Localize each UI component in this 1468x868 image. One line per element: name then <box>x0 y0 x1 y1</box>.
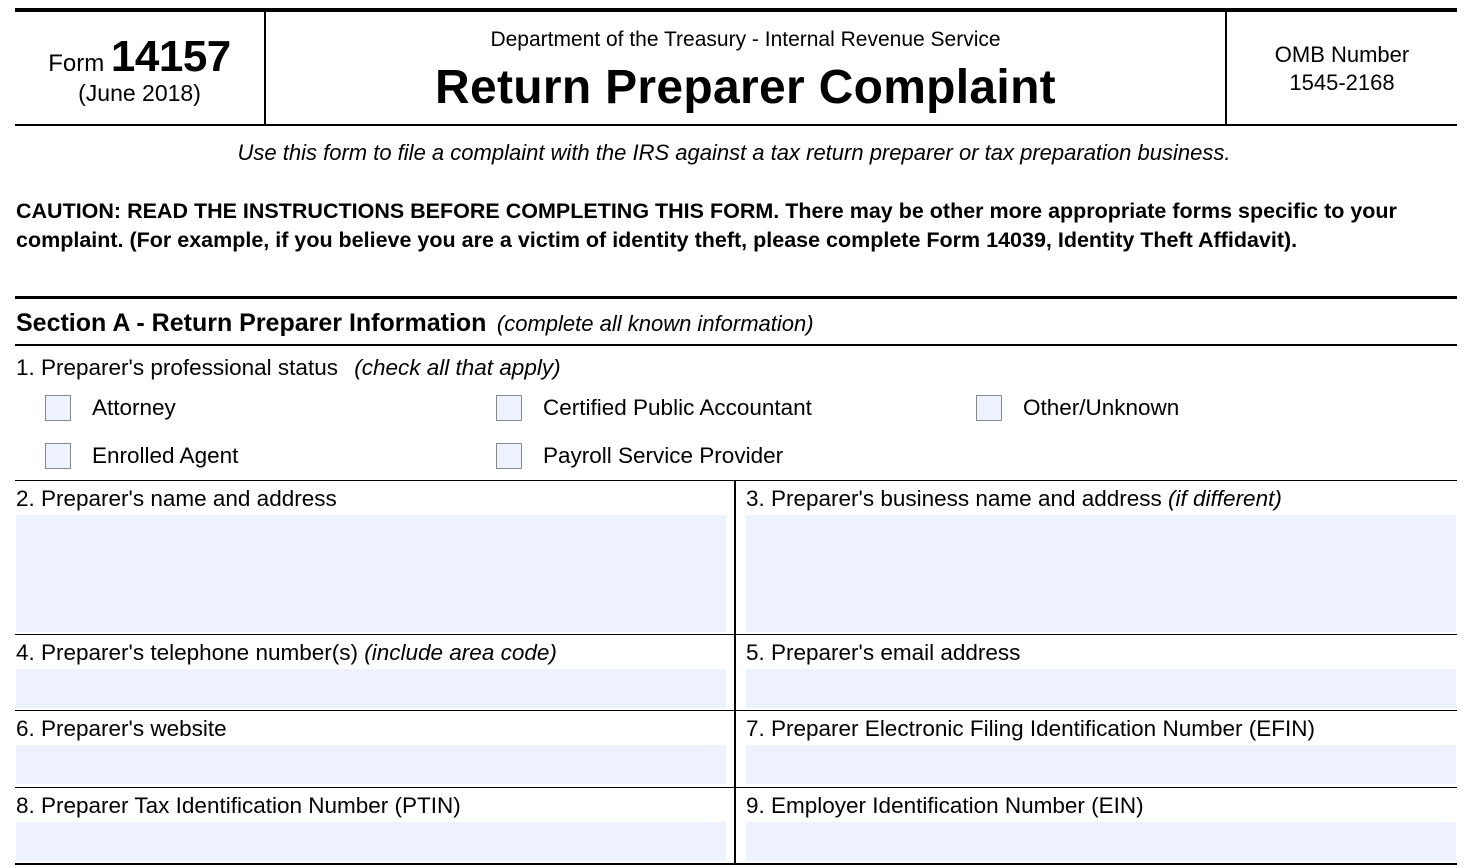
form-number: 14157 <box>110 32 231 81</box>
section-top-rule <box>15 296 1457 299</box>
field-2-label <box>16 486 337 512</box>
option-enrolled-agent[interactable] <box>45 443 238 469</box>
form-number-line <box>15 32 264 82</box>
field-7-label <box>746 716 1315 742</box>
field-3-label <box>746 486 1282 512</box>
checkbox-label: Payroll Service Provider <box>543 443 784 468</box>
intro-text: Use this form to file a complaint with the IRS against a tax return preparer or tax preparation business. <box>237 140 1231 165</box>
form-title: Return Preparer Complaint <box>435 61 1056 114</box>
checkbox-cpa[interactable] <box>496 395 522 421</box>
form-header <box>15 8 1457 126</box>
option-attorney[interactable] <box>45 395 176 421</box>
grid-divider <box>734 481 736 864</box>
field-6-text: 6. Preparer's website <box>16 716 227 741</box>
field-6-label <box>16 716 227 742</box>
department-name: Department of the Treasury - Internal Revenue Service <box>490 28 1001 51</box>
form-word: Form <box>48 50 105 77</box>
field-9-label <box>746 793 1144 819</box>
form-date: (June 2018) <box>78 80 201 106</box>
omb-number: 1545-2168 <box>1289 70 1395 95</box>
field-8-label <box>16 793 461 819</box>
q1-note: (check all that apply) <box>354 355 561 380</box>
email-input[interactable] <box>746 669 1456 708</box>
section-a-header <box>16 309 814 338</box>
business-name-address-input[interactable] <box>746 515 1456 632</box>
grid-rule-4 <box>15 787 1457 788</box>
field-8-text: 8. Preparer Tax Identification Number (PTIN) <box>16 793 461 818</box>
field-9-text: 9. Employer Identification Number (EIN) <box>746 793 1144 818</box>
website-input[interactable] <box>16 745 726 784</box>
section-bottom-rule <box>15 344 1457 346</box>
checkbox-label: Enrolled Agent <box>92 443 239 468</box>
q1-label-line <box>16 355 561 381</box>
section-a-note: (complete all known information) <box>496 311 814 336</box>
form-title-box <box>266 12 1225 124</box>
field-4-label <box>16 640 557 666</box>
efin-input[interactable] <box>746 745 1456 784</box>
checkbox-label: Other/Unknown <box>1023 395 1180 420</box>
checkbox-attorney[interactable] <box>45 395 71 421</box>
omb-box <box>1225 12 1457 124</box>
checkbox-enrolled-agent[interactable] <box>45 443 71 469</box>
grid-rule-2 <box>15 634 1457 635</box>
field-4-text: 4. Preparer's telephone number(s) <box>16 640 358 665</box>
field-3-text: 3. Preparer's business name and address <box>746 486 1162 511</box>
option-other-unknown[interactable] <box>976 395 1179 421</box>
preparer-name-address-input[interactable] <box>16 515 726 632</box>
grid-rule-bottom <box>15 863 1457 865</box>
field-3-note: (if different) <box>1168 486 1282 511</box>
section-a-title: Section A - Return Preparer Information <box>16 309 487 337</box>
caution-text: CAUTION: READ THE INSTRUCTIONS BEFORE COMPLETING THIS FORM. There may be other more appropriate forms specific to your complaint. (For example, if you believe you are a victim of identity theft, please complete Form 14039, Identity Theft Affidavit). <box>16 199 1397 252</box>
checkbox-label: Certified Public Accountant <box>543 395 812 420</box>
field-4-note: (include area code) <box>364 640 557 665</box>
telephone-input[interactable] <box>16 669 726 708</box>
field-2-text: 2. Preparer's name and address <box>16 486 337 511</box>
option-payroll-service[interactable] <box>496 443 783 469</box>
q1-label: 1. Preparer's professional status <box>16 355 338 380</box>
grid-rule-3 <box>15 710 1457 711</box>
omb-label: OMB Number <box>1274 42 1410 67</box>
ptin-input[interactable] <box>16 822 726 861</box>
field-7-text: 7. Preparer Electronic Filing Identification Number (EFIN) <box>746 716 1315 741</box>
checkbox-other-unknown[interactable] <box>976 395 1002 421</box>
checkbox-label: Attorney <box>92 395 176 420</box>
form-id-box <box>15 12 266 124</box>
field-5-text: 5. Preparer's email address <box>746 640 1021 665</box>
field-5-label <box>746 640 1020 666</box>
ein-input[interactable] <box>746 822 1456 861</box>
checkbox-payroll-service[interactable] <box>496 443 522 469</box>
grid-rule-1 <box>15 480 1457 481</box>
option-cpa[interactable] <box>496 395 812 421</box>
